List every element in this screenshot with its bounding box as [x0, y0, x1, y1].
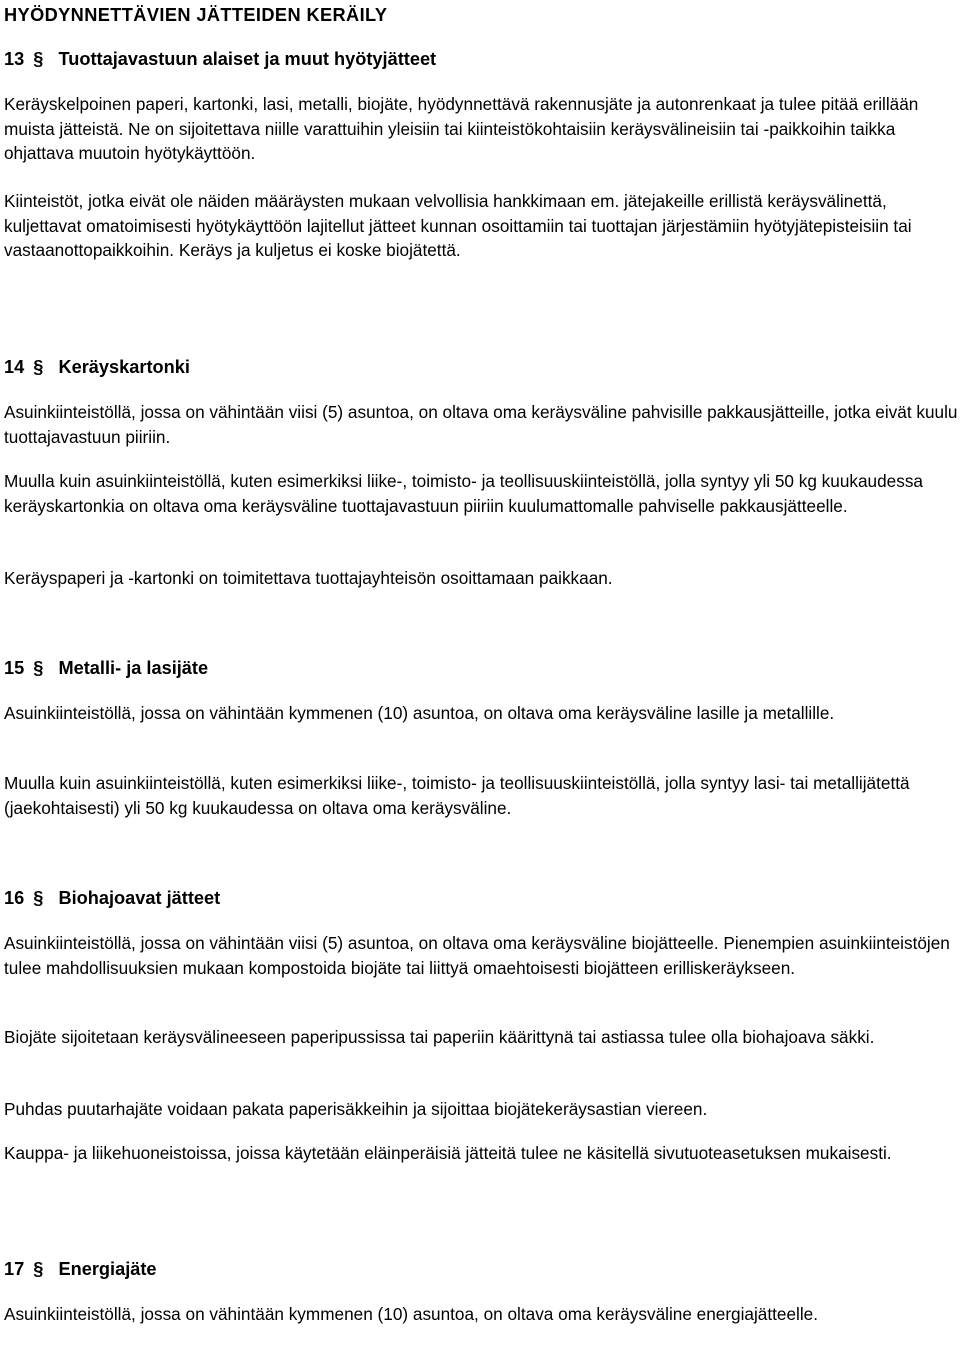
section-14-paragraph-1: Asuinkiinteistöllä, jossa on vähintään viisi (5) asuntoa, on oltava oma keräysväline pahvisille pakkausjätteille, jotka eivät kuulu tuottajavastuun piiriin.: [4, 402, 958, 447]
section-title: Energiajäte: [58, 1259, 157, 1279]
section-15-paragraph-1: Asuinkiinteistöllä, jossa on vähintään kymmenen (10) asuntoa, on oltava oma keräysväline lasille ja metallille.: [4, 703, 835, 723]
section-sign: §: [33, 658, 44, 678]
section-14-paragraph-3: Keräyspaperi ja -kartonki on toimitettava tuottajayhteisön osoittamaan paikkaan.: [4, 568, 613, 588]
section-number: 16: [4, 888, 25, 908]
section-13-heading: [4, 47, 436, 71]
section-sign: §: [33, 888, 44, 908]
section-title: Tuottajavastuun alaiset ja muut hyötyjätteet: [58, 49, 437, 69]
section-number: 17: [4, 1259, 25, 1279]
section-number: 14: [4, 357, 25, 377]
section-16-paragraph-2: Biojäte sijoitetaan keräysvälineeseen paperipussissa tai paperiin käärittynä tai astiassa tulee olla biohajoava säkki.: [4, 1027, 875, 1047]
section-16-heading: [4, 886, 220, 910]
section-15-paragraph-2: Muulla kuin asuinkiinteistöllä, kuten esimerkiksi liike-, toimisto- ja teollisuuskiinteistöllä, jolla syntyy lasi- tai metallijätettä (jaekohtaisesti) yli 50 kg kuukaudessa on oltava oma keräysväline.: [4, 773, 910, 818]
section-title: Biohajoavat jätteet: [58, 888, 221, 908]
section-title: Metalli- ja lasijäte: [58, 658, 209, 678]
section-14-heading: [4, 355, 190, 379]
section-number: 13: [4, 49, 25, 69]
section-17-heading: [4, 1257, 157, 1281]
section-15-heading: [4, 656, 208, 680]
section-sign: §: [33, 49, 44, 69]
section-16-paragraph-3: Puhdas puutarhajäte voidaan pakata paperisäkkeihin ja sijoittaa biojätekeräysastian viereen.: [4, 1099, 708, 1119]
section-title: Keräyskartonki: [58, 357, 190, 377]
section-16-paragraph-1: Asuinkiinteistöllä, jossa on vähintään viisi (5) asuntoa, on oltava oma keräysväline biojätteelle. Pienempien asuinkiinteistöjen tulee mahdollisuuksien mukaan kompostoida biojäte tai liittyä omaehtoisesti biojätteen erilliskeräykseen.: [4, 933, 950, 978]
section-13-paragraph-2: Kiinteistöt, jotka eivät ole näiden määräysten mukaan velvollisia hankkimaan em. jätejakeille erillistä keräysvälinettä, kuljettavat omatoimisesti hyötykäyttöön lajitellut jätteet kunnan osoittamiin tai tuottajan järjestämiin hyötyjätepisteisiin tai vastaanottopaikkoihin. Keräys ja kuljetus ei koske biojätettä.: [4, 191, 912, 261]
section-16-paragraph-4: Kauppa- ja liikehuoneistoissa, joissa käytetään eläinperäisiä jätteitä tulee ne käsitellä sivutuoteasetuksen mukaisesti.: [4, 1143, 892, 1163]
section-17-paragraph-1: Asuinkiinteistöllä, jossa on vähintään kymmenen (10) asuntoa, on oltava oma keräysväline energiajätteelle.: [4, 1304, 819, 1324]
section-number: 15: [4, 658, 25, 678]
document-title: HYÖDYNNETTÄVIEN JÄTTEIDEN KERÄILY: [4, 5, 388, 25]
section-14-paragraph-2: Muulla kuin asuinkiinteistöllä, kuten esimerkiksi liike-, toimisto- ja teollisuuskiinteistöllä, jolla syntyy yli 50 kg kuukaudessa keräyskartonkia on oltava oma keräysväline tuottajavastuun piiriin kuulumattomalle pahviselle pakkausjätteelle.: [4, 471, 923, 516]
section-sign: §: [33, 1259, 44, 1279]
section-13-paragraph-1: Keräyskelpoinen paperi, kartonki, lasi, metalli, biojäte, hyödynnettävä rakennusjäte ja autonrenkaat ja tulee pitää erillään muista jätteistä. Ne on sijoitettava niille varattuihin yleisiin tai kiinteistökohtaisiin keräysvälineisiin tai -paikkoihin taikka ohjattava muutoin hyötykäyttöön.: [4, 94, 919, 164]
section-sign: §: [33, 357, 44, 377]
